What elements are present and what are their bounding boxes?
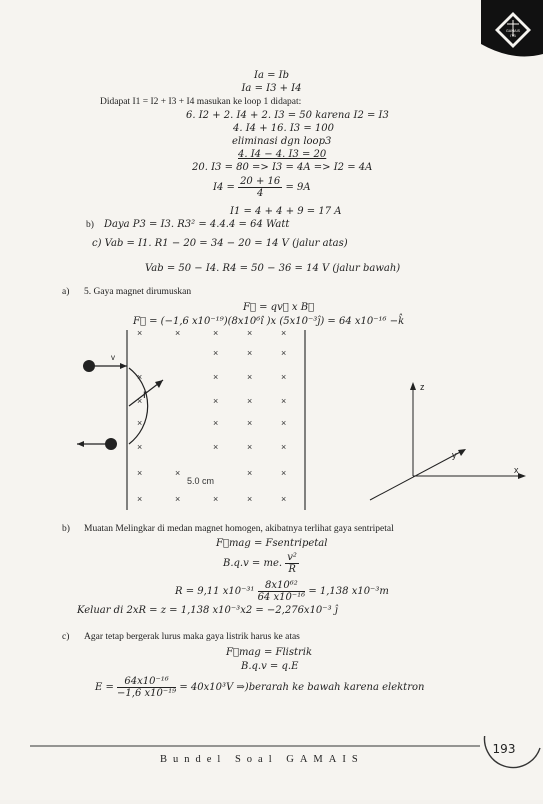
field-cross: × [247,442,253,452]
label-c5: c) [62,632,70,642]
eq-ia-ib: Ia = Ib [254,70,289,81]
label-b5: b) [62,524,70,534]
page-number: 193 [492,742,516,756]
magnetic-field-figure [75,326,315,512]
eq-i4-num: 20 + 16 [240,176,281,187]
eq-loop3: 4. I4 − 4. I3 = 20 [238,149,327,160]
text-eliminasi: eliminasi dgn loop3 [232,136,332,147]
field-cross: × [213,418,219,428]
eq-bqv-lhs: B.q.v = me. [223,558,283,569]
eq-i4-rhs: = 9A [285,182,311,193]
field-cross: × [213,494,219,504]
eq-radius-den: 64 x10⁻¹⁶ [257,592,306,603]
field-cross: × [175,328,181,338]
velocity-label: v [111,353,115,362]
eq-radius-lhs: R = 9,11 x10⁻³¹ [175,586,255,597]
eq-power: Daya P3 = I3. R3² = 4.4.4 = 64 Watt [104,219,290,230]
field-cross: × [137,372,143,382]
x-axis-label: x [514,465,519,475]
charge-outgoing [105,438,117,450]
gamais-logo [473,0,543,62]
field-cross: × [137,396,143,406]
eq-e-num: 64x10⁻¹⁶ [117,676,176,688]
eq-bqv-qe: B.q.v = q.E [241,661,299,672]
label-a: a) [62,287,70,297]
eq-bqv-num: v² [287,552,297,563]
text-gaya-magnet: 5. Gaya magnet dirumuskan [84,287,192,297]
eq-i4-den: 4 [256,188,264,199]
axes-figure [368,378,528,503]
eq-e-lhs: E = [95,682,114,693]
charge-incoming [83,360,95,372]
field-cross: × [175,468,181,478]
field-cross: × [247,348,253,358]
radius-label: r [143,387,147,401]
logo-line1: GAMAIS [506,29,520,33]
eq-i4-lhs: I4 = [213,182,235,193]
field-cross: × [281,328,287,338]
field-cross: × [247,418,253,428]
field-cross: × [281,372,287,382]
eq-i4 [213,176,311,199]
dimension-label: 5.0 cm [187,476,215,486]
field-cross: × [247,396,253,406]
eq-force-calc: F⃗ = (−1,6 x10⁻¹⁹)(8x10⁶î )x (5x10⁻³ĵ) = 64 x10⁻¹⁶ −k̂ [133,316,405,327]
field-cross: × [281,494,287,504]
eq-bqv-centripetal [223,552,299,575]
field-cross: × [247,494,253,504]
text-agar-tetap: Agar tetap bergerak lurus maka gaya listrik harus ke atas [84,632,300,642]
label-b: b) [86,220,94,230]
field-cross: × [247,328,253,338]
eq-vab-atas: c) Vab = I1. R1 − 20 = 34 − 20 = 14 V (jalur atas) [92,238,348,249]
eq-radius-num: 8x10⁶² [258,580,306,592]
field-cross: × [137,328,143,338]
footer-title: Bundel Soal GAMAIS [160,754,364,765]
eq-ia-sum: Ia = I3 + I4 [241,83,302,94]
field-cross: × [247,372,253,382]
field-cross: × [175,494,181,504]
eq-e-rhs: = 40x10³V ⇒)berarah ke bawah karena elektron [179,682,425,693]
eq-combined: 4. I4 + 16. I3 = 100 [233,123,334,134]
field-cross: × [281,442,287,452]
eq-fmag-flistrik: F⃗mag = Flistrik [226,647,313,658]
eq-i1: I1 = 4 + 4 + 9 = 17 A [230,206,342,217]
field-cross: × [137,418,143,428]
field-cross: × [137,442,143,452]
field-cross: × [213,396,219,406]
field-cross: × [137,468,143,478]
field-cross: × [281,468,287,478]
field-cross: × [281,348,287,358]
field-cross: × [213,442,219,452]
field-cross: × [137,494,143,504]
eq-fmag-sentripetal: F⃗mag = Fsentripetal [216,538,328,549]
field-cross: × [281,418,287,428]
field-cross: × [213,372,219,382]
eq-vab-bawah: Vab = 50 − I4. R4 = 50 − 36 = 14 V (jalur bawah) [145,263,401,274]
text-didapat: Didapat I1 = I2 + I3 + I4 masukan ke loop 1 didapat: [100,97,302,107]
eq-lorentz: F⃗ = qv⃗ x B⃗ [243,302,315,313]
y-axis [370,450,464,500]
eq-radius-rhs: = 1,138 x10⁻³m [308,586,389,597]
field-cross: × [247,468,253,478]
eq-radius [175,580,389,603]
logo-line2: ITB [510,34,516,38]
page-footer [0,736,543,800]
field-cross: × [213,328,219,338]
eq-i3: 20. I3 = 80 => I3 = 4A => I2 = 4A [192,162,373,173]
eq-e-den: −1,6 x10⁻¹⁹ [117,688,177,699]
field-cross: × [281,396,287,406]
eq-electric-field [95,676,424,699]
field-cross: × [213,348,219,358]
eq-bqv-den: R [288,564,296,575]
z-axis-label: z [420,382,425,392]
y-axis-label: y [452,450,457,460]
eq-keluar: Keluar di 2xR = z = 1,138 x10⁻³x2 = −2,276x10⁻³ ĵ [77,605,338,616]
eq-loop1: 6. I2 + 2. I4 + 2. I3 = 50 karena I2 = I3 [186,110,389,121]
text-muatan-melingkar: Muatan Melingkar di medan magnet homogen, akibatnya terlihat gaya sentripetal [84,524,394,534]
